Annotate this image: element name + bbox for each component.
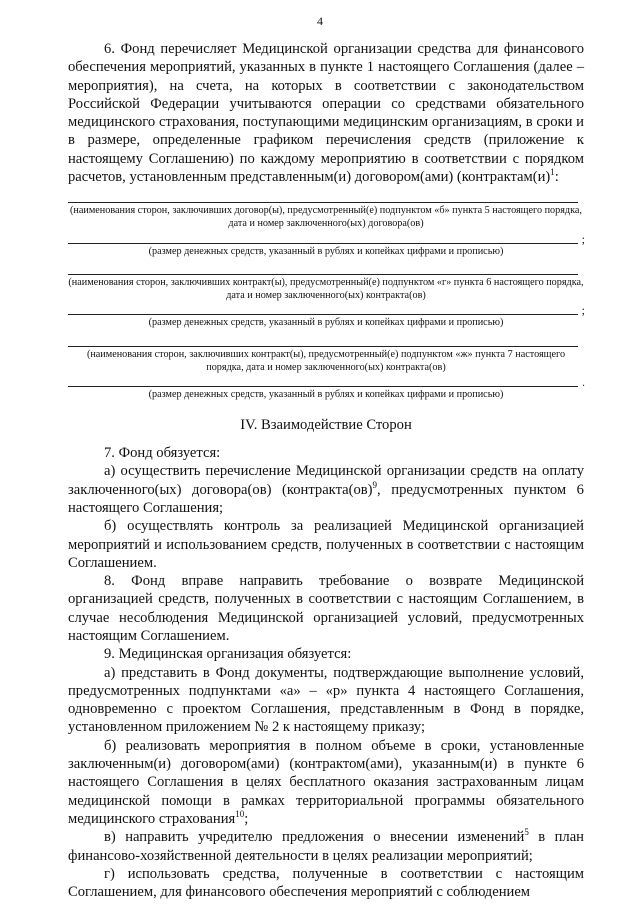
blank-line: .: [68, 378, 578, 387]
paragraph-9c: в) направить учредителю предложения о внесении изменений$^5$ в план финансово-хозяйственной деятельности в целях реализации мероприятий;: [68, 827, 584, 864]
paragraph-7b: б) осуществлять контроль за реализацией Медицинской организацией мероприятий и использованием средств, полученных в соответствии с настоящим Соглашением.: [68, 518, 584, 571]
fill-caption: (размер денежных средств, указанный в рублях и копейках цифрами и прописью): [148, 317, 504, 329]
blank-line: [68, 338, 578, 347]
paragraph-8: 8. Фонд вправе направить требование о возврате Медицинской организацией средств, полученных в соответствии с настоящим Соглашением, в случае несоблюдения Медицинской организацией условий, предусмотренных настоящим Соглашением.: [68, 573, 584, 644]
blank-line: [68, 266, 578, 275]
blank-line: [68, 194, 578, 203]
blank-line: ;: [68, 235, 578, 244]
fill-caption: (размер денежных средств, указанный в рублях и копейках цифрами и прописью): [148, 245, 504, 257]
footnote-ref: 1: [550, 167, 555, 178]
paragraph-6: 6. Фонд перечисляет Медицинской организации средства для финансового обеспечения мероприятий, указанных в пункте 1 настоящего Соглашения (далее – мероприятия), на счета, на которых в соответствии с законодательством Российской Федерации учитываются операции со средствами обязательного медицинского страхования, поступающими медицинским организациям, в сроки и в размере, определенные графиком перечисления средств (приложение к настоящему Соглашению) по каждому мероприятию в соответствии с порядком расчетов, установленным представленным(и) договором(ами) ($контрактам(и)^1$:: [68, 41, 584, 186]
paragraph-9d: г) использовать средства, полученные в соответствии с настоящим Соглашением, для финансового обеспечения мероприятий с соблюдением: [68, 865, 584, 901]
fill-block-2: [68, 266, 584, 330]
footnote-ref: 10: [235, 809, 245, 820]
footnote-ref: 5: [524, 827, 529, 838]
document-body: [68, 40, 584, 901]
paragraph-7a: а) осуществить перечисление Медицинской организации средств на оплату заключенного(ых) договора(ов) (контракта(ов)$^9$, предусмотренных пунктом 6 настоящего Соглашения;: [68, 463, 584, 516]
fill-caption: (наименования сторон, заключивших договор(ы), предусмотренный(е) подпунктом «б» пункта 5 настоящего порядка, дата и номер заключенного(ых) договора(ов): [70, 205, 582, 229]
fill-caption: (наименования сторон, заключивших контракт(ы), предусмотренный(е) подпунктом «ж» пункта 7 настоящего порядка, дата и номер заключенного(ых) контракта(ов): [86, 348, 566, 373]
fill-caption: (наименования сторон, заключивших контракт(ы), предусмотренный(е) подпунктом «г» пункта 6 настоящего порядка, дата и номер заключенного(ых) контракта(ов): [68, 277, 584, 301]
page-number: 4: [317, 14, 323, 28]
paragraph-9b: б) реализовать мероприятия в полном объеме в сроки, установленные заключенным(и) договором(ами) (контрактом(ами), указанным(и) в пункте 6 настоящего Соглашения в целях бесплатного оказания застрахованным лицам медицинской помощи в рамках территориальной программы обязательного медицинского страхования$^{10}$;: [68, 737, 584, 827]
footnote-ref: 9: [372, 479, 378, 490]
section-heading: IV. Взаимодействие Сторон: [240, 416, 412, 433]
fill-block-3: [68, 338, 584, 402]
fill-block-1: [68, 194, 584, 258]
paragraph-7-title: 7. Фонд обязуется:: [104, 445, 221, 462]
fill-caption: (размер денежных средств, указанный в рублях и копейках цифрами и прописью): [148, 389, 504, 401]
blank-line: ;: [68, 306, 578, 315]
paragraph-9-title: 9. Медицинская организация обязуется:: [104, 646, 352, 663]
paragraph-9a: а) представить в Фонд документы, подтверждающие выполнение условий, предусмотренных подпунктами «а» – «р» пункта 4 настоящего Соглашения, одновременно с проектом Соглашения, представленным в Фонд в порядке, установленном приложением № 2 к настоящему приказу;: [68, 664, 584, 736]
